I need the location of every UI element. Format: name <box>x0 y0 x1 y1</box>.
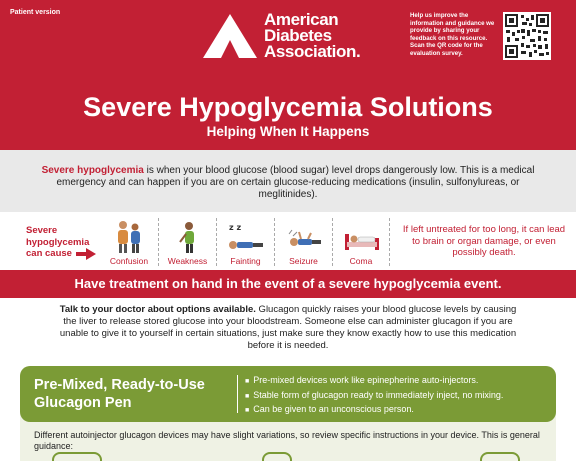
glucagon-paragraph <box>56 304 520 352</box>
intro-highlight: Severe hypoglycemia <box>41 165 144 176</box>
ada-logo-text <box>264 12 360 60</box>
effect-label: Coma <box>349 256 373 266</box>
guidance-text: Different autoinjector glucagon devices may have slight variations, so review specific instructions in your device. This is general guidance: <box>34 430 540 451</box>
pen-bullets <box>245 374 503 418</box>
weakness-icon <box>170 220 206 254</box>
pen-info-box <box>20 366 556 422</box>
header-banner <box>0 0 576 150</box>
pen-title-line: Glucagon Pen <box>34 395 132 411</box>
page-title: Severe Hypoglycemia Solutions <box>83 92 493 122</box>
pen-divider <box>237 375 238 413</box>
effect-fainting <box>216 218 274 266</box>
effect-confusion <box>100 218 158 266</box>
qr-code[interactable] <box>503 12 551 60</box>
treatment-banner: Have treatment on hand in the event of a severe hypoglycemia event. <box>0 270 576 298</box>
pen-bullet: ■ Can be given to an unconscious person. <box>245 403 503 418</box>
pen-title <box>34 376 205 412</box>
fainting-icon <box>228 220 264 254</box>
pen-bullet: ■ Stable form of glucagon ready to immediately inject, no mixing. <box>245 389 503 404</box>
effect-label: Weakness <box>167 256 208 266</box>
causes-label-line: can cause <box>26 248 72 259</box>
confusion-icon <box>111 220 147 254</box>
pen-bullet: ■ Pre-mixed devices work like epinepherine auto-injectors. <box>245 374 503 389</box>
step-card-edge <box>52 452 102 461</box>
seizure-icon <box>286 220 322 254</box>
intro-body: is when your blood glucose (blood sugar) level drops dangerously low. This is a medical emergency and can happen if you are on certain glucose-reducing medications (insulin, sulfonylureas, or meglitinides). <box>56 165 535 200</box>
coma-icon <box>344 220 380 254</box>
patient-version-tag: Patient version <box>10 9 61 16</box>
intro-text <box>40 165 536 201</box>
effect-label: Fainting <box>230 256 261 266</box>
logo-line-association: Association. <box>264 42 361 61</box>
effect-coma <box>332 218 390 266</box>
causes-label-line: hypoglycemia <box>26 236 90 248</box>
qr-code-icon <box>503 12 551 60</box>
logo-line-american: American <box>264 10 339 29</box>
effects-list <box>100 218 390 266</box>
intro-section <box>0 150 576 212</box>
svg-text:z z: z z <box>229 223 242 232</box>
effect-weakness <box>158 218 216 266</box>
pen-title-line: Pre-Mixed, Ready-to-Use <box>34 377 205 393</box>
ada-logo <box>203 10 361 64</box>
effect-seizure <box>274 218 332 266</box>
doctor-options-bold: Talk to your doctor about options available. <box>59 304 256 315</box>
step-card-edge <box>480 452 520 461</box>
effect-label: Seizure <box>289 256 318 266</box>
arrow-right-icon <box>76 248 96 260</box>
feedback-text: Help us improve the information and guidance we provide by sharing your feedback on this resource. Scan the QR code for the evaluation survey. <box>410 12 495 57</box>
causes-label-line: Severe <box>26 225 58 236</box>
causes-section <box>0 212 576 270</box>
effect-label: Confusion <box>109 256 149 266</box>
ada-triangle-logo-icon <box>203 14 257 58</box>
step-card-edge <box>262 452 292 461</box>
logo-line-diabetes: Diabetes <box>264 26 332 45</box>
damage-warning: If left untreated for too long, it can lead to brain or organ damage, or even possibly death. <box>402 224 566 258</box>
page-subtitle: Helping When It Happens <box>206 124 370 139</box>
glucagon-explanation: Glucagon quickly raises your blood glucose levels by causing the liver to release stored glucose into your bloodstream. Someone else can administer glucagon if you are unable to give it to yourself in certain situations, just make sure they know exactly how to use this medication before it is needed. <box>59 304 517 351</box>
